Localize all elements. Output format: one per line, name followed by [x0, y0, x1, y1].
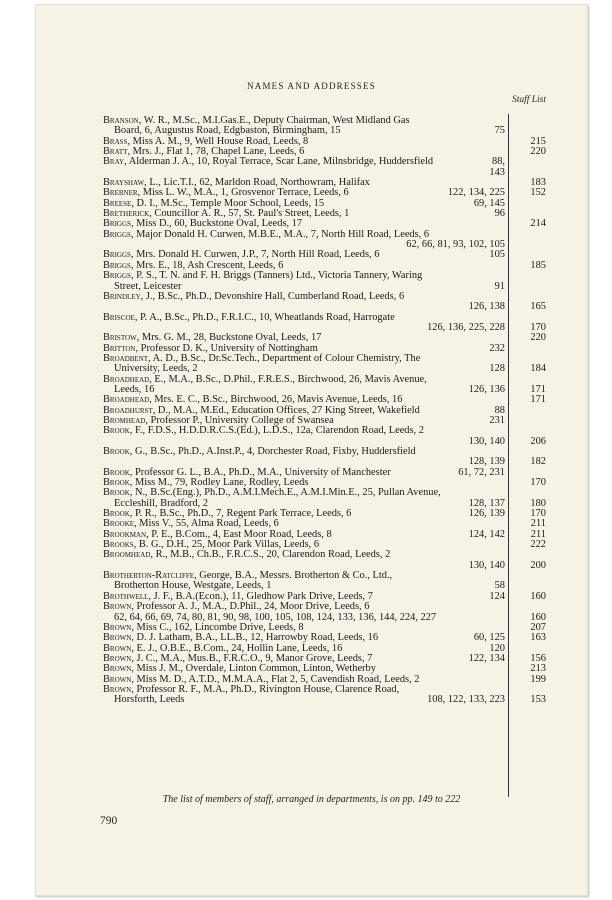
staff-list-page: 171 [530, 383, 546, 395]
entry-details: , Miss J. M., Overdale, Linton Common, Linton, Wetherby [131, 663, 376, 675]
entry-details: , Mrs. Donald H. Curwen, J.P., 7, North Hill Road, Leeds, 6 [130, 249, 380, 261]
page-references: 122, 134 [468, 652, 505, 664]
entry-details: , P. S., T. N. and F. H. Briggs (Tanners) Ltd., Victoria Tannery, Waring [130, 270, 423, 282]
staff-list-page: 160 [530, 590, 546, 602]
page-references: 231 [489, 414, 505, 426]
entry-details: , George, B.A., Messrs. Brotherton & Co., Ltd., [194, 570, 393, 582]
page-references: 88, [492, 156, 505, 168]
surname: Brook [103, 446, 130, 457]
surname: Brook [103, 466, 130, 478]
entry-text [103, 313, 395, 323]
page-references: 126, 136, 225, 228 [427, 321, 505, 333]
entry-details: , P. E., B.Com., 4, East Moor Road, Leeds, 8 [146, 528, 332, 540]
page-references: 88 [494, 404, 505, 416]
staff-list-page: 199 [530, 673, 546, 685]
staff-list-page: 163 [530, 632, 546, 644]
footer-note: The list of members of staff, arranged in departments, is on pp. 149 to 222 [162, 794, 461, 805]
entry-details: Leeds, 16 [114, 383, 155, 395]
page-references: 128, 139 [468, 456, 505, 468]
entry-details: , D., M.A., M.Ed., Education Offices, 27 King Street, Wakefield [152, 404, 420, 416]
surname: Brooks [103, 539, 134, 551]
entry-details: , E., M.A., B.Sc., D.Phil., F.R.E.S., Birchwood, 26, Mavis Avenue, [149, 373, 427, 385]
entry-details: , Miss M., 79, Rodley Lane, Rodley, Leeds [129, 477, 309, 489]
page-references: 130, 140 [468, 559, 505, 571]
directory-line [103, 157, 546, 167]
staff-list-page: 211 [530, 518, 546, 530]
entry-details: , Professor A. J., M.A., D.Phil., 24, Moor Drive, Leeds, 6 [131, 601, 370, 613]
surname: Broadhead [103, 394, 150, 406]
surname: Brown [103, 683, 132, 695]
entry-details: , Miss L. W., M.A., 1, Grosvenor Terrace, Leeds, 6 [137, 187, 349, 199]
surname: Broomhead [103, 549, 151, 561]
entry-details: , Miss D., 60, Buckstone Oval, Leeds, 17 [130, 218, 303, 230]
entry-details: , Mrs. E. C., B.Sc., Birchwood, 26, Mavis Avenue, Leeds, 16 [149, 394, 403, 406]
page-number: 790 [100, 815, 118, 827]
surname: Brindley [103, 290, 141, 302]
page-references: 69, 145 [473, 197, 505, 209]
surname: Bromhead [103, 414, 146, 426]
surname: Brotherton-Ratcliffe [103, 570, 195, 582]
page-references: 124, 142 [468, 528, 505, 540]
entry-details: , Alderman J. A., 10, Royal Terrace, Scar Lane, Milnsbridge, Huddersfield [124, 156, 434, 168]
entry-details: , F., F.D.S., H.D.D.R.C.S.(Ed.), L.D.S., 12a, Clarendon Road, Leeds, 2 [129, 425, 424, 437]
surname: Briggs [103, 249, 131, 261]
entry-details: , J. C., M.A., Mus.B., F.R.C.O., 9, Manor Grove, Leeds, 7 [131, 652, 373, 664]
entry-details: Brotherton House, Westgate, Leeds, 1 [114, 580, 272, 592]
entry-text [103, 550, 390, 560]
entry-details: , Professor D. K., University of Nottingham [135, 342, 318, 354]
page-references: 122, 134, 225 [447, 187, 505, 199]
entry-details: 62, 64, 66, 69, 74, 80, 81, 90, 98, 100, 105, 108, 124, 133, 136, 144, 224, 227 [114, 611, 437, 623]
surname: Bretherick [103, 208, 150, 220]
staff-list-page: 200 [530, 559, 546, 571]
surname: Branson [103, 115, 139, 126]
page-references: 130, 140 [468, 435, 505, 447]
page-references: 120 [489, 642, 505, 654]
entry-details: , G., B.Sc., Ph.D., A.Inst.P., 4, Dorchester Road, Fixby, Huddersfield [129, 446, 416, 457]
entry-text [103, 447, 416, 457]
staff-list-page: 160 [530, 611, 546, 623]
directory-page [35, 4, 588, 896]
surname: Brown [103, 642, 132, 654]
page-references: 105 [489, 249, 505, 261]
page-references: 124 [489, 590, 505, 602]
entry-details: , N., B.Sc.(Eng.), Ph.D., A.M.I.Mech.E., A.M.I.Min.E., 25, Pullan Avenue, [129, 487, 441, 499]
entry-details: , B. G., D.H., 25, Moor Park Villas, Leeds, 6 [133, 539, 320, 551]
entry-text [103, 230, 429, 240]
staff-list-page: 220 [530, 146, 546, 158]
staff-list-page: 220 [530, 332, 546, 344]
page-references: 108, 122, 133, 223 [427, 694, 505, 706]
staff-list-page: 185 [530, 259, 546, 271]
surname: Breese [103, 197, 132, 209]
staff-list-page: 184 [530, 363, 546, 375]
surname: Brown [103, 652, 132, 664]
entry-details: , W. R., M.Sc., M.I.Gas.E., Deputy Chairman, West Midland Gas [138, 115, 410, 126]
page-references: 61, 72, 231 [458, 466, 505, 478]
surname: Bristow [103, 332, 137, 344]
surname: Briggs [103, 270, 131, 282]
page-references: 75 [494, 125, 505, 137]
entry-details: , P. A., B.Sc., Ph.D., F.R.I.C., 10, Wheatlands Road, Harrogate [134, 311, 395, 323]
surname: Britton [103, 342, 136, 354]
entry-details: , Professor P., University College of Swansea [145, 414, 334, 426]
surname: Broadbent [103, 352, 149, 364]
entry-details: , Mrs. G. M., 28, Buckstone Oval, Leeds, 17 [136, 332, 322, 344]
entry-details: , A. D., B.Sc., Dr.Sc.Tech., Department of Colour Chemistry, The [148, 352, 421, 364]
staff-list-page: 211 [530, 528, 546, 540]
surname: Brayshaw [103, 177, 145, 189]
page-references: 96 [494, 208, 505, 220]
entry-details: , Miss C., 162, Lincombe Drive, Leeds, 8 [131, 621, 304, 633]
surname: Brook [103, 425, 130, 437]
entry-text [103, 426, 424, 436]
surname: Briggs [103, 218, 131, 230]
surname: Brown [103, 601, 132, 613]
entry-details: , J., B.Sc., Ph.D., Devonshire Hall, Cumberland Road, Leeds, 6 [140, 290, 405, 302]
page-references: 60, 125 [473, 632, 505, 644]
entry-details: , R., M.B., Ch.B., F.R.C.S., 20, Clarendon Road, Leeds, 2 [150, 549, 391, 561]
surname: Bray [103, 156, 125, 168]
page-references: 62, 66, 81, 93, 102, 105 [406, 239, 505, 251]
surname: Brown [103, 673, 132, 685]
entry-details: Board, 6, Augustus Road, Edgbaston, Birmingham, 15 [114, 125, 341, 137]
entry-details: , Councillor A. R., 57, St. Paul's Street, Leeds, 1 [149, 208, 350, 220]
entry-details: , Mrs. E., 18, Ash Crescent, Leeds, 6 [130, 259, 284, 271]
surname: Brass [103, 135, 128, 147]
directory-line [103, 695, 546, 705]
entry-details: , Professor R. F., M.A., Ph.D., Rivington House, Clarence Road, [131, 683, 400, 695]
entry-details: , Miss M. D., A.T.D., M.M.A.A., Flat 2, 5, Cavendish Road, Leeds, 2 [131, 673, 420, 685]
staff-list-page: 182 [530, 456, 546, 468]
page-references: 128, 137 [468, 497, 505, 509]
entry-text [103, 292, 404, 302]
entry-details: University, Leeds, 2 [114, 363, 198, 375]
page-references: 126, 138 [468, 301, 505, 313]
surname: Brothwell [103, 590, 149, 602]
entry-details: , Miss A. M., 9, Well House Road, Leeds, 8 [127, 135, 309, 147]
staff-list-page: 207 [530, 621, 546, 633]
entry-details: , P. R., B.Sc., Ph.D., 7, Regent Park Terrace, Leeds, 6 [129, 508, 352, 520]
staff-list-page: 156 [530, 652, 546, 664]
staff-list-page: 183 [530, 177, 546, 189]
entry-details: , D. J. Latham, B.A., LL.B., 12, Harrowby Road, Leeds, 16 [131, 632, 379, 644]
surname: Brebner [103, 187, 138, 199]
page-references: 126, 136 [468, 383, 505, 395]
page-references: 126, 139 [468, 508, 505, 520]
entry-details: , J. F., B.A.(Econ.), 11, Gledhow Park Drive, Leeds, 7 [148, 590, 373, 602]
surname: Briscoe [103, 311, 135, 323]
entry-text [103, 157, 433, 167]
staff-list-page: 222 [530, 539, 546, 551]
page-heading: NAMES AND ADDRESSES [247, 81, 376, 91]
page-references: 143 [489, 166, 505, 178]
staff-list-page: 214 [530, 218, 546, 230]
page-references: 91 [494, 280, 505, 292]
staff-list-page: 170 [530, 508, 546, 520]
surname: Brown [103, 621, 132, 633]
surname: Briggs [103, 259, 131, 271]
staff-list-column-header: Staff List [511, 95, 546, 105]
entry-details: , Mrs. J., Flat 1, 78, Chapel Lane, Leeds, 6 [127, 146, 305, 158]
staff-list-page: 165 [530, 301, 546, 313]
entry-details: Eccleshill, Bradford, 2 [114, 497, 209, 509]
entry-details: Horsforth, Leeds [114, 694, 185, 706]
surname: Brown [103, 663, 132, 675]
staff-list-page: 215 [530, 135, 546, 147]
page-references: 128 [489, 363, 505, 375]
staff-list-page: 206 [530, 435, 546, 447]
staff-list-page: 180 [530, 497, 546, 509]
entry-details: , E. J., O.B.E., B.Com., 24, Hollin Lane, Leeds, 16 [131, 642, 343, 654]
staff-list-page: 213 [530, 663, 546, 675]
surname: Brook [103, 508, 130, 520]
staff-list-page: 170 [530, 477, 546, 489]
surname: Brown [103, 632, 132, 644]
surname: Brook [103, 477, 130, 489]
staff-list-page: 170 [530, 321, 546, 333]
entry-details: Street, Leicester [114, 280, 182, 292]
directory-entries [103, 116, 546, 706]
page-references: 232 [489, 342, 505, 354]
surname: Brookman [103, 528, 147, 540]
surname: Broadhead [103, 373, 150, 385]
staff-list-page: 153 [530, 694, 546, 706]
surname: Broadhurst [103, 404, 153, 416]
surname: Bratt [103, 146, 128, 158]
entry-details: , Professor G. L., B.A., Ph.D., M.A., University of Manchester [129, 466, 391, 478]
entry-details: , Major Donald H. Curwen, M.B.E., M.A., 7, North Hill Road, Leeds, 6 [130, 228, 430, 240]
surname: Brook [103, 487, 130, 499]
entry-details: , D. I., M.Sc., Temple Moor School, Leeds, 15 [131, 197, 325, 209]
surname: Brooke [103, 518, 135, 530]
staff-list-page: 171 [530, 394, 546, 406]
staff-list-page: 152 [530, 187, 546, 199]
entry-details: , Miss V., 55, Alma Road, Leeds, 6 [134, 518, 279, 530]
entry-text [114, 695, 184, 705]
surname: Briggs [103, 228, 131, 240]
entry-details: , L., Lic.T.I., 62, Marldon Road, Northowram, Halifax [144, 177, 370, 189]
page-references: 58 [494, 580, 505, 592]
